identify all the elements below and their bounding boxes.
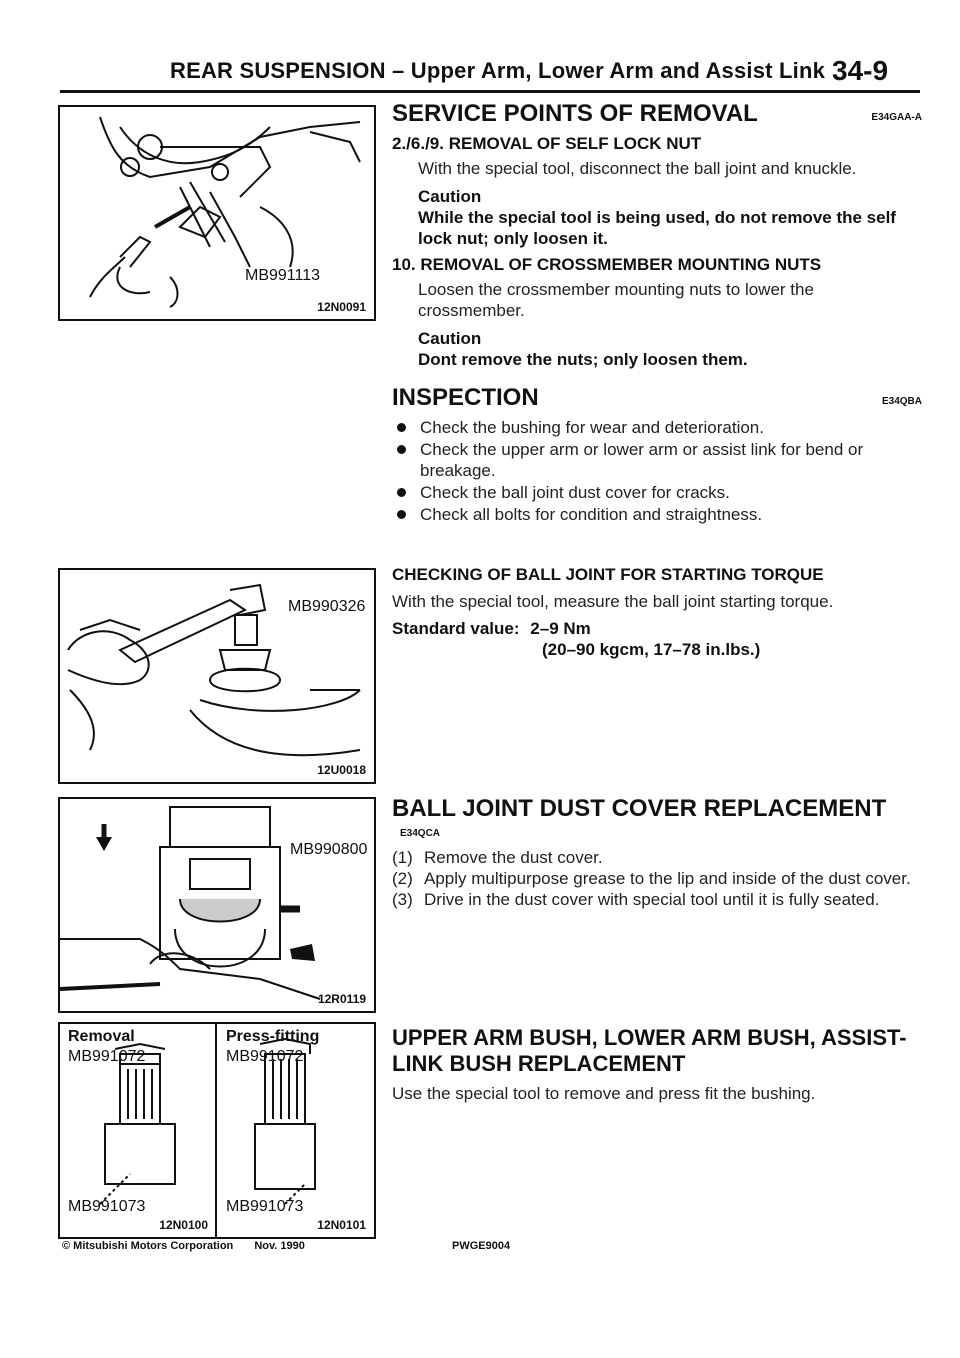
standard-value: 2–9 Nm <box>530 619 591 638</box>
tool-label: MB990800 <box>290 841 368 858</box>
bullet-icon <box>397 445 406 454</box>
section-code: E34GAA-A <box>871 112 922 123</box>
tool-label: MB991073 <box>68 1198 146 1215</box>
caution-label: Caution <box>418 187 482 206</box>
caution-text: While the special tool is being used, do not remove the self lock nut; only loosen it. <box>418 208 896 248</box>
tool-label: MB991113 <box>245 267 321 284</box>
header-rule <box>60 90 920 93</box>
starting-torque-section <box>392 565 922 660</box>
section-heading: INSPECTION <box>392 384 539 411</box>
standard-value-alt: (20–90 kgcm, 17–78 in.lbs.) <box>542 640 761 659</box>
section-heading: CHECKING OF BALL JOINT FOR STARTING TORQUE <box>392 565 824 584</box>
item-text: With the special tool, disconnect the ball joint and knuckle. <box>418 159 857 178</box>
section-text: With the special tool, measure the ball joint starting torque. <box>392 592 834 611</box>
bush-replacement-section <box>392 1025 922 1104</box>
figure-self-lock-nut <box>58 105 376 321</box>
dust-cover-section <box>392 795 922 910</box>
item-title: 10. REMOVAL OF CROSSMEMBER MOUNTING NUTS <box>392 255 822 274</box>
tool-label: MB991072 <box>68 1048 146 1065</box>
publication-date: Nov. 1990 <box>254 1240 305 1252</box>
section-code: E34QBA <box>881 396 922 407</box>
standard-value-label: Standard value: <box>392 619 520 638</box>
list-item: Check all bolts for condition and straightness. <box>392 504 922 525</box>
service-points-section <box>392 100 922 370</box>
list-item: (1) Remove the dust cover. <box>392 848 603 867</box>
bullet-icon <box>397 510 406 519</box>
caution-label: Caution <box>418 329 482 348</box>
figure-code: 12N0091 <box>317 300 366 314</box>
list-item: (2) Apply multipurpose grease to the lip and inside of the dust cover. <box>392 869 911 888</box>
figure-starting-torque <box>58 568 376 784</box>
section-heading-line2: LINK BUSH REPLACEMENT <box>392 1051 686 1076</box>
tool-label: MB991073 <box>226 1198 304 1215</box>
figure-code: 12R0119 <box>317 992 366 1006</box>
copyright: © Mitsubishi Motors Corporation Nov. 1990 <box>62 1240 305 1252</box>
section-heading: UPPER ARM BUSH, LOWER ARM BUSH, ASSIST- <box>392 1025 907 1050</box>
suspension-knuckle-illustration <box>60 107 374 319</box>
section-heading: BALL JOINT DUST COVER REPLACEMENT <box>392 795 887 822</box>
page-title: REAR SUSPENSION – Upper Arm, Lower Arm and Assist Link <box>170 58 826 83</box>
caution-text: Dont remove the nuts; only loosen them. <box>418 350 748 369</box>
dust-cover-press-illustration <box>60 799 374 1011</box>
figure-dust-cover <box>58 797 376 1013</box>
list-item: Check the upper arm or lower arm or assist link for bend or breakage. <box>392 439 922 481</box>
list-item: (3) Drive in the dust cover with special tool until it is fully seated. <box>392 890 880 909</box>
figure-code: 12N0100 <box>159 1218 208 1232</box>
bullet-icon <box>397 488 406 497</box>
tool-label: MB990326 <box>288 598 366 615</box>
item-title: 2./6./9. REMOVAL OF SELF LOCK NUT <box>392 134 702 153</box>
item-text: Loosen the crossmember mounting nuts to lower the crossmember. <box>418 280 814 320</box>
section-heading: SERVICE POINTS OF REMOVAL <box>392 100 758 127</box>
figure-code: 12N0101 <box>317 1218 366 1232</box>
section-text: Use the special tool to remove and press fit the bushing. <box>392 1084 816 1103</box>
figure-code: 12U0018 <box>317 763 366 777</box>
tool-label: MB991072 <box>226 1048 304 1065</box>
list-item: Check the bushing for wear and deterioration. <box>392 417 922 438</box>
press-fitting-heading: Press-fitting <box>226 1028 320 1045</box>
bullet-icon <box>397 423 406 432</box>
list-item: Check the ball joint dust cover for cracks. <box>392 482 922 503</box>
document-code: PWGE9004 <box>452 1240 511 1252</box>
removal-heading: Removal <box>68 1028 135 1045</box>
inspection-section <box>392 384 922 526</box>
page-number: 34-9 <box>832 55 889 86</box>
figure-bushing-tools <box>58 1022 376 1239</box>
section-code: E34QCA <box>400 828 441 839</box>
